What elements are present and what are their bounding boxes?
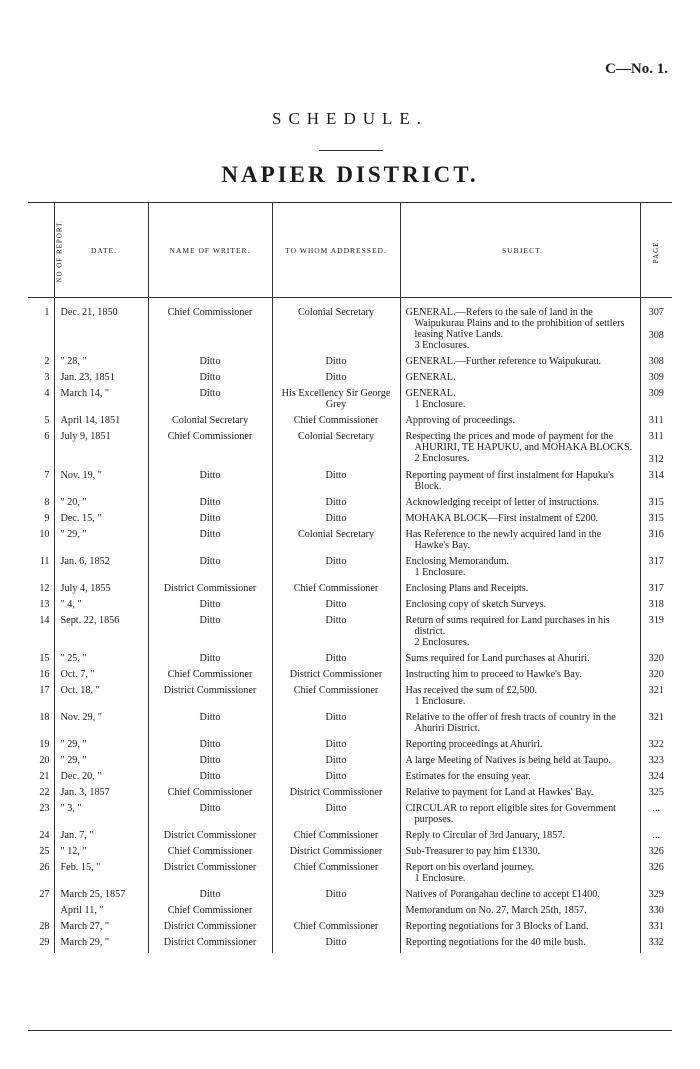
report-number-cell: 3	[28, 372, 54, 388]
writer-cell: District Commissioner	[148, 921, 272, 937]
subject-text: Reporting proceedings at Ahuriri.	[405, 739, 543, 750]
report-number-cell: 19	[28, 739, 54, 755]
writer-cell: Ditto	[148, 755, 272, 771]
date-cell: Jan. 6, 1852	[54, 556, 148, 583]
writer-cell: Ditto	[148, 556, 272, 583]
date-cell: Jan. 3, 1857	[54, 787, 148, 803]
subject-text: Reply to Circular of 3rd January, 1857.	[405, 830, 565, 841]
report-number-cell: 11	[28, 556, 54, 583]
schedule-title: SCHEDULE.	[271, 109, 429, 128]
table-row	[28, 529, 672, 556]
subject-cell	[400, 372, 640, 388]
subject-text: Enclosing Plans and Receipts.	[405, 583, 529, 594]
addressee-cell: Chief Commissioner	[272, 830, 400, 846]
subject-cell	[400, 356, 640, 372]
subject-cell	[400, 556, 640, 583]
column-header-page-label: PAGE.	[652, 238, 661, 263]
subject-enclosures: 1 Enclosure.	[414, 399, 466, 410]
writer-cell: District Commissioner	[148, 862, 272, 889]
table-row	[28, 615, 672, 653]
page-number: 317	[648, 556, 664, 567]
report-number-cell: 18	[28, 712, 54, 739]
page-cell	[640, 771, 672, 787]
page-cell	[640, 862, 672, 889]
page-cell	[640, 669, 672, 685]
writer-cell: Chief Commissioner	[148, 431, 272, 470]
page-number: 331	[648, 921, 664, 932]
addressee-cell: Ditto	[272, 771, 400, 787]
page-number: 326	[648, 862, 664, 873]
report-number-cell: 7	[28, 470, 54, 497]
subject-text: Acknowledging receipt of letter of instructions.	[405, 497, 600, 508]
date-cell: March 14, "	[54, 388, 148, 415]
column-header-report-number	[28, 203, 64, 298]
subject-text: Sums required for Land purchases at Ahuriri.	[405, 653, 590, 664]
writer-cell: Ditto	[148, 712, 272, 739]
page-cell	[640, 889, 672, 905]
report-number-cell: 25	[28, 846, 54, 862]
addressee-cell: Chief Commissioner	[272, 921, 400, 937]
date-cell: Dec. 21, 1850	[54, 298, 148, 357]
table-row	[28, 889, 672, 905]
subject-text: GENERAL.—Refers to the sale of land in the Waipukurau Plains and to the prohibition of settlers leasing Native Lands.	[405, 307, 625, 340]
subject-text: Enclosing Memorandum.	[405, 556, 510, 567]
subject-enclosures: 3 Enclosures.	[414, 340, 470, 351]
subject-cell	[400, 755, 640, 771]
subject-text: Approving of proceedings.	[405, 415, 515, 426]
date-cell: " 25, "	[54, 653, 148, 669]
subject-text: Enclosing copy of sketch Surveys.	[405, 599, 547, 610]
subject-text: Memorandum on No. 27, March 25th, 1857.	[405, 905, 587, 916]
subject-text: Reporting negotiations for 3 Blocks of Land.	[405, 921, 589, 932]
report-number-cell: 14	[28, 615, 54, 653]
addressee-cell: Ditto	[272, 653, 400, 669]
writer-cell: Ditto	[148, 470, 272, 497]
addressee-cell: Chief Commissioner	[272, 415, 400, 431]
report-number-cell	[28, 905, 54, 921]
subject-cell	[400, 529, 640, 556]
subject-cell	[400, 712, 640, 739]
writer-cell: Chief Commissioner	[148, 298, 272, 357]
page-number: 309	[648, 388, 664, 399]
writer-cell: Ditto	[148, 529, 272, 556]
subject-text: MOHAKA BLOCK—First instalment of £200.	[405, 513, 599, 524]
writer-cell: Ditto	[148, 615, 272, 653]
addressee-cell: District Commissioner	[272, 669, 400, 685]
subject-text: Natives of Porangahau decline to accept £1400.	[405, 889, 600, 900]
date-cell: July 4, 1855	[54, 583, 148, 599]
report-number-cell: 2	[28, 356, 54, 372]
table-row	[28, 685, 672, 712]
page-number: 314	[648, 470, 664, 481]
date-cell: Dec. 20, "	[54, 771, 148, 787]
table-row	[28, 937, 672, 953]
date-cell: " 20, "	[54, 497, 148, 513]
table-header-row	[28, 203, 672, 298]
page-cell	[640, 372, 672, 388]
table-row	[28, 846, 672, 862]
page-number: 307	[648, 307, 664, 318]
subject-cell	[400, 787, 640, 803]
date-cell: July 9, 1851	[54, 431, 148, 470]
addressee-cell: District Commissioner	[272, 846, 400, 862]
table-row	[28, 372, 672, 388]
addressee-cell: Colonial Secretary	[272, 298, 400, 357]
page-number: 321	[648, 712, 664, 723]
page-cell	[640, 905, 672, 921]
table-row	[28, 388, 672, 415]
subject-text: Report on his overland journey.	[405, 862, 535, 873]
page-cell	[640, 388, 672, 415]
subject-enclosures: 1 Enclosure.	[414, 696, 466, 707]
report-number-cell: 17	[28, 685, 54, 712]
page-number: 324	[648, 771, 664, 782]
table-row	[28, 513, 672, 529]
subject-cell	[400, 739, 640, 755]
date-cell: Jan. 7, "	[54, 830, 148, 846]
report-number-cell: 16	[28, 669, 54, 685]
report-number-cell: 9	[28, 513, 54, 529]
page-number-continued: 308	[648, 330, 664, 341]
page-cell	[640, 685, 672, 712]
table-row	[28, 583, 672, 599]
table-row	[28, 787, 672, 803]
writer-cell: Ditto	[148, 513, 272, 529]
writer-cell: Ditto	[148, 599, 272, 615]
page-number: 315	[648, 497, 664, 508]
addressee-cell: Ditto	[272, 470, 400, 497]
addressee-cell: Ditto	[272, 615, 400, 653]
page-number: 317	[648, 583, 664, 594]
page-number: 316	[648, 529, 664, 540]
page-cell	[640, 356, 672, 372]
table-row	[28, 653, 672, 669]
page-number: 319	[648, 615, 664, 626]
writer-cell: Ditto	[148, 771, 272, 787]
page-cell	[640, 497, 672, 513]
report-number-cell: 15	[28, 653, 54, 669]
subject-cell	[400, 615, 640, 653]
subject-cell	[400, 388, 640, 415]
report-number-cell: 13	[28, 599, 54, 615]
date-cell: " 29, "	[54, 529, 148, 556]
table-row	[28, 862, 672, 889]
addressee-cell: Ditto	[272, 372, 400, 388]
addressee-cell: District Commissioner	[272, 787, 400, 803]
page-cell	[640, 653, 672, 669]
subject-text: Has Reference to the newly acquired land in the Hawke's Bay.	[405, 529, 602, 551]
subject-cell	[400, 921, 640, 937]
report-number-cell: 1	[28, 298, 54, 357]
report-number-cell: 23	[28, 803, 54, 830]
date-cell: March 27, "	[54, 921, 148, 937]
subject-text: Has received the sum of £2,500.	[405, 685, 538, 696]
subject-cell	[400, 298, 640, 357]
addressee-cell: Ditto	[272, 755, 400, 771]
page-cell	[640, 599, 672, 615]
page-cell	[640, 513, 672, 529]
table-row	[28, 415, 672, 431]
page-number: 315	[648, 513, 664, 524]
subject-cell	[400, 583, 640, 599]
page-cell	[640, 712, 672, 739]
writer-cell: District Commissioner	[148, 583, 272, 599]
table-row	[28, 431, 672, 470]
table-row	[28, 556, 672, 583]
table-row	[28, 669, 672, 685]
subject-text: Return of sums required for Land purchases in his district.	[405, 615, 610, 637]
report-number-cell: 6	[28, 431, 54, 470]
addressee-cell: Ditto	[272, 356, 400, 372]
page-cell	[640, 415, 672, 431]
report-number-cell: 28	[28, 921, 54, 937]
writer-cell: District Commissioner	[148, 685, 272, 712]
date-cell: Nov. 19, "	[54, 470, 148, 497]
date-cell: April 11, "	[54, 905, 148, 921]
table-row	[28, 712, 672, 739]
addressee-cell: Ditto	[272, 739, 400, 755]
report-number-cell: 4	[28, 388, 54, 415]
page-number: 325	[648, 787, 664, 798]
title-rule	[319, 150, 383, 151]
page-cell	[640, 615, 672, 653]
subject-cell	[400, 937, 640, 953]
writer-cell: Ditto	[148, 889, 272, 905]
page-cell	[640, 755, 672, 771]
schedule-table-container	[28, 202, 672, 953]
report-number-cell: 12	[28, 583, 54, 599]
column-header-writer: NAME OF WRITER.	[148, 203, 272, 298]
page-number: 308	[648, 356, 664, 367]
page-number: 332	[648, 937, 664, 948]
date-cell: April 14, 1851	[54, 415, 148, 431]
report-number-cell: 8	[28, 497, 54, 513]
report-number-cell: 5	[28, 415, 54, 431]
page-number: ...	[652, 803, 661, 814]
writer-cell: Ditto	[148, 388, 272, 415]
writer-cell: Ditto	[148, 497, 272, 513]
report-number-cell: 21	[28, 771, 54, 787]
column-header-report-number-label: NO OF REPORT.	[55, 218, 64, 283]
page-number: 323	[648, 755, 664, 766]
report-number-cell: 24	[28, 830, 54, 846]
table-row	[28, 470, 672, 497]
subject-text: GENERAL.—Further reference to Waipukurau.	[405, 356, 602, 367]
subject-text: Relative to payment for Land at Hawkes' Bay.	[405, 787, 594, 798]
page-number: 309	[648, 372, 664, 383]
page-cell	[640, 803, 672, 830]
writer-cell: Chief Commissioner	[148, 669, 272, 685]
page-cell	[640, 830, 672, 846]
table-row	[28, 905, 672, 921]
writer-cell: Ditto	[148, 372, 272, 388]
subject-enclosures: 2 Enclosures.	[414, 637, 470, 648]
page-number: 322	[648, 739, 664, 750]
page-number: 320	[648, 653, 664, 664]
page-cell	[640, 556, 672, 583]
addressee-cell: Chief Commissioner	[272, 583, 400, 599]
page-number: 329	[648, 889, 664, 900]
column-header-page	[640, 203, 672, 298]
subject-text: Instructing him to proceed to Hawke's Bay.	[405, 669, 582, 680]
addressee-cell: Ditto	[272, 937, 400, 953]
date-cell: Jan. 23, 1851	[54, 372, 148, 388]
page-cell	[640, 529, 672, 556]
writer-cell: Ditto	[148, 803, 272, 830]
table-row	[28, 497, 672, 513]
schedule-table-body	[28, 298, 672, 954]
addressee-cell: Colonial Secretary	[272, 431, 400, 470]
page-number: 321	[648, 685, 664, 696]
date-cell: " 29, "	[54, 755, 148, 771]
table-row	[28, 771, 672, 787]
subject-cell	[400, 669, 640, 685]
table-row	[28, 599, 672, 615]
subject-cell	[400, 905, 640, 921]
subject-cell	[400, 803, 640, 830]
subject-cell	[400, 771, 640, 787]
page-number: 311	[648, 415, 664, 426]
subject-cell	[400, 415, 640, 431]
report-number-cell: 27	[28, 889, 54, 905]
date-cell: " 4, "	[54, 599, 148, 615]
addressee-cell: Chief Commissioner	[272, 862, 400, 889]
report-number-cell: 20	[28, 755, 54, 771]
addressee-cell: Ditto	[272, 497, 400, 513]
subject-cell	[400, 846, 640, 862]
subject-text: Relative to the offer of fresh tracts of country in the Ahuriri District.	[405, 712, 616, 734]
date-cell: Oct. 7, "	[54, 669, 148, 685]
page-number: 320	[648, 669, 664, 680]
column-header-addressee: TO WHOM ADDRESSED.	[272, 203, 400, 298]
page-number: 330	[648, 905, 664, 916]
writer-cell: Chief Commissioner	[148, 905, 272, 921]
writer-cell: Ditto	[148, 356, 272, 372]
page-cell	[640, 431, 672, 470]
writer-cell: Colonial Secretary	[148, 415, 272, 431]
table-row	[28, 921, 672, 937]
page-cell	[640, 787, 672, 803]
column-header-subject: SUBJECT.	[400, 203, 640, 298]
table-row	[28, 739, 672, 755]
addressee-cell: Colonial Secretary	[272, 529, 400, 556]
page-number-continued: 312	[648, 454, 664, 465]
bottom-rule	[28, 1030, 672, 1031]
date-cell: Nov. 29, "	[54, 712, 148, 739]
date-cell: " 12, "	[54, 846, 148, 862]
report-number-cell: 29	[28, 937, 54, 953]
report-number-cell: 22	[28, 787, 54, 803]
subject-cell	[400, 889, 640, 905]
subject-text: Sub-Treasurer to pay him £1330.	[405, 846, 541, 857]
subject-text: Estimates for the ensuing year.	[405, 771, 531, 782]
subject-enclosures: 2 Enclosures.	[414, 453, 470, 464]
page-cell	[640, 470, 672, 497]
subject-text: GENERAL.	[405, 372, 456, 383]
addressee-cell: Ditto	[272, 513, 400, 529]
page-cell	[640, 583, 672, 599]
report-number-cell: 26	[28, 862, 54, 889]
date-cell: March 29, "	[54, 937, 148, 953]
date-cell: " 3, "	[54, 803, 148, 830]
report-number-cell: 10	[28, 529, 54, 556]
table-row	[28, 830, 672, 846]
subject-cell	[400, 685, 640, 712]
document-reference: C—No. 1.	[605, 61, 668, 77]
subject-cell	[400, 653, 640, 669]
date-cell: Oct. 18, "	[54, 685, 148, 712]
writer-cell: Chief Commissioner	[148, 846, 272, 862]
table-row	[28, 803, 672, 830]
addressee-cell: Ditto	[272, 712, 400, 739]
addressee-cell	[272, 905, 400, 921]
table-row	[28, 298, 672, 357]
page-cell	[640, 937, 672, 953]
subject-cell	[400, 470, 640, 497]
page-cell	[640, 739, 672, 755]
subject-enclosures: 1 Enclosure.	[414, 567, 466, 578]
page-cell	[640, 846, 672, 862]
column-header-date: DATE.	[54, 203, 148, 298]
page-number: 326	[648, 846, 664, 857]
page-number: 311	[648, 431, 664, 442]
subject-cell	[400, 431, 640, 470]
date-cell: Feb. 15, "	[54, 862, 148, 889]
subject-cell	[400, 513, 640, 529]
subject-text: GENERAL.	[405, 388, 456, 399]
addressee-cell: Ditto	[272, 889, 400, 905]
subject-cell	[400, 830, 640, 846]
page-number: 318	[648, 599, 664, 610]
date-cell: March 25, 1857	[54, 889, 148, 905]
addressee-cell: His Excellency Sir George Grey	[272, 388, 400, 415]
subject-enclosures: 1 Enclosure.	[414, 873, 466, 884]
writer-cell: Chief Commissioner	[148, 787, 272, 803]
subject-text: Reporting payment of first instalment for Hapuku's Block.	[405, 470, 614, 492]
addressee-cell: Chief Commissioner	[272, 685, 400, 712]
district-title: NAPIER DISTRICT.	[221, 162, 479, 187]
subject-cell	[400, 862, 640, 889]
date-cell: " 29, "	[54, 739, 148, 755]
subject-text: A large Meeting of Natives is being held at Taupo.	[405, 755, 611, 766]
subject-text: Respecting the prices and mode of payment for the AHURIRI, TE HAPUKU, and MOHAKA BLOCKS.	[405, 431, 633, 453]
table-row	[28, 356, 672, 372]
subject-cell	[400, 497, 640, 513]
page-cell	[640, 921, 672, 937]
date-cell: Dec. 15, "	[54, 513, 148, 529]
subject-text: CIRCULAR to report eligible sites for Government purposes.	[405, 803, 617, 825]
page-cell	[640, 298, 672, 357]
subject-text: Reporting negotiations for the 40 mile bush.	[405, 937, 586, 948]
addressee-cell: Ditto	[272, 803, 400, 830]
addressee-cell: Ditto	[272, 556, 400, 583]
writer-cell: District Commissioner	[148, 937, 272, 953]
writer-cell: Ditto	[148, 653, 272, 669]
date-cell: " 28, "	[54, 356, 148, 372]
table-row	[28, 755, 672, 771]
date-cell: Sept. 22, 1856	[54, 615, 148, 653]
page-number: ...	[652, 830, 661, 841]
subject-cell	[400, 599, 640, 615]
addressee-cell: Ditto	[272, 599, 400, 615]
writer-cell: Ditto	[148, 739, 272, 755]
writer-cell: District Commissioner	[148, 830, 272, 846]
schedule-table	[28, 202, 672, 953]
